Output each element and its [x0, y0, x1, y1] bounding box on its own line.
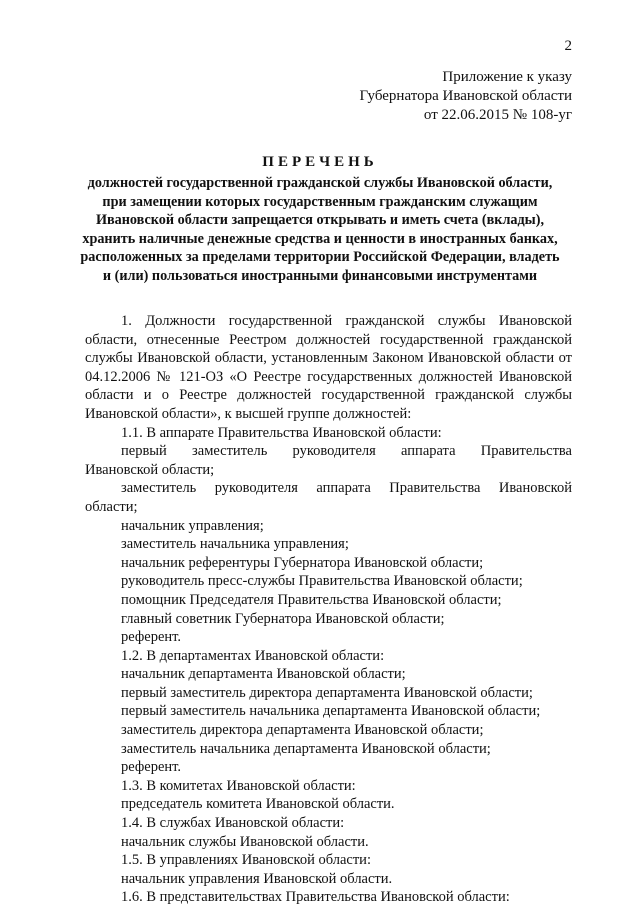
appendix-line-1: Приложение к указу: [442, 69, 572, 85]
list-item: главный советник Губернатора Ивановской области;: [121, 610, 445, 627]
list-item: заместитель директора департамента Ивановской области;: [121, 722, 484, 739]
section-1-2-heading: 1.2. В департаментах Ивановской области:: [121, 647, 385, 664]
appendix-note: [359, 68, 572, 125]
section-1-1-item-2-line-1: заместитель руководителя аппарата Правительства Ивановской: [121, 480, 572, 497]
section-1-1-heading: 1.1. В аппарате Правительства Ивановской области:: [121, 424, 442, 441]
section-1-1-item-1-line-1: первый заместитель руководителя аппарата Правительства: [121, 443, 572, 460]
section-1-1-item-1-line-2: Ивановской области;: [85, 461, 215, 478]
list-item: помощник Председателя Правительства Ивановской области;: [121, 591, 502, 608]
section-1-1-item-2-line-2: области;: [85, 498, 138, 515]
section-1-4-heading: 1.4. В службах Ивановской области:: [121, 815, 345, 832]
section-1-5-heading: 1.5. В управлениях Ивановской области:: [121, 852, 371, 869]
list-item: начальник управления;: [121, 517, 264, 534]
list-item: начальник управления Ивановской области.: [121, 870, 393, 887]
list-item: руководитель пресс-службы Правительства Ивановской области;: [121, 573, 523, 590]
list-item: председатель комитета Ивановской области.: [121, 796, 395, 813]
section-1-3-heading: 1.3. В комитетах Ивановской области:: [121, 777, 356, 794]
section-1-1-item-2: [85, 479, 572, 498]
section-1-6-heading: 1.6. В представительствах Правительства Ивановской области:: [121, 889, 510, 906]
section-1-1-item-1: [85, 442, 572, 461]
document-subtitle: должностей государственной гражданской службы Ивановской области, при замещении которых государственным гражданским служащим Ивановской области запрещается открывать и иметь счета (вклады), хранить наличные денежные средства и ценности в иностранных банках, расположенных за пределами территории Российской Федерации, владеть и (или) пользоваться иностранными финансовыми инструментами: [80, 175, 560, 284]
list-item: заместитель начальника управления;: [121, 536, 349, 553]
paragraph-1: 1. Должности государственной гражданской службы Ивановской области, отнесенные Реестром должностей государственной гражданской службы Ивановской области, установленным Законом Ивановской области от 04.12.2006 № 121-ОЗ «О Реестре государственных должностей Ивановской области и о Реестре должностей государственной гражданской службы Ивановской области», к высшей группе должностей:: [85, 313, 572, 422]
list-item: начальник департамента Ивановской области;: [121, 666, 406, 683]
list-item: референт.: [121, 759, 182, 776]
appendix-line-3: от 22.06.2015 № 108-уг: [423, 107, 572, 123]
document-body: [85, 312, 572, 907]
appendix-line-2: Губернатора Ивановской области: [359, 88, 572, 104]
list-item: референт.: [121, 629, 182, 646]
list-item: заместитель начальника департамента Ивановской области;: [121, 740, 491, 757]
list-item: первый заместитель директора департамента Ивановской области;: [121, 684, 533, 701]
list-item: начальник службы Ивановской области.: [121, 833, 369, 850]
page-number: 2: [564, 38, 572, 54]
list-item: первый заместитель начальника департамента Ивановской области;: [121, 703, 541, 720]
document-title: ПЕРЕЧЕНЬ: [262, 154, 378, 170]
list-item: начальник референтуры Губернатора Ивановской области;: [121, 554, 484, 571]
